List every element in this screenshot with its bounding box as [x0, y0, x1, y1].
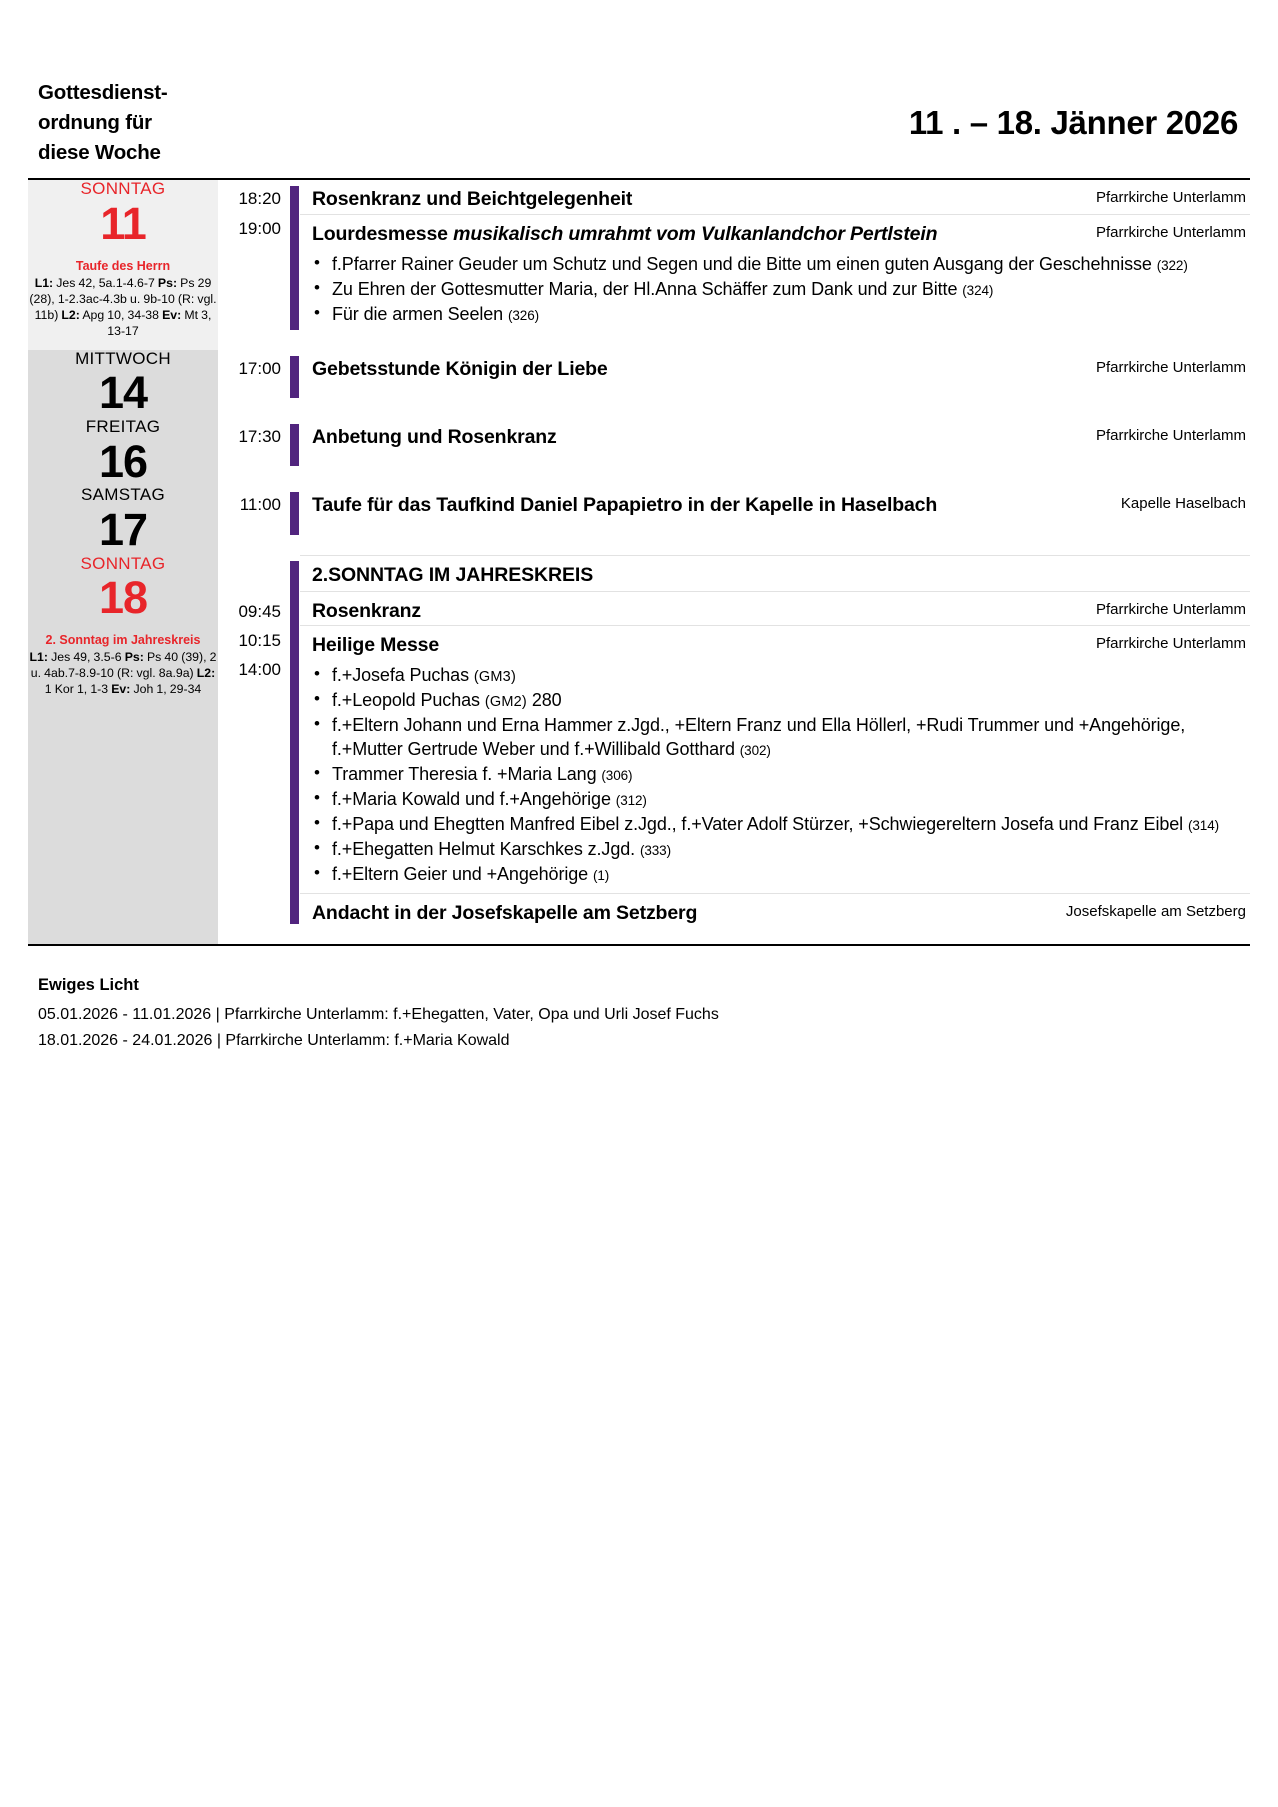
intention-item: • f.+Josefa Puchas (GM3) [312, 664, 1250, 688]
masthead-line-1: Gottesdienst- [38, 81, 168, 104]
time-column [218, 555, 290, 945]
event-title: Rosenkranz [312, 599, 422, 622]
day-cell-16 [28, 418, 218, 486]
footer-line: 18.01.2026 - 24.01.2026 | Pfarrkirche Unterlamm: f.+Maria Kowald [38, 1031, 510, 1049]
accent-bar [290, 424, 299, 466]
event-row [300, 180, 1250, 214]
intention-item: • f.+Papa und Ehegtten Manfred Eibel z.Jgd., f.+Vater Adolf Stürzer, +Schwiegereltern Josefa und Franz Eibel (314) [312, 813, 1250, 837]
event-row [300, 486, 1250, 520]
accent-bar [290, 492, 299, 534]
day-row [28, 180, 1250, 349]
accent-bar-column [290, 350, 300, 418]
time-column [218, 486, 290, 554]
intention-item: • f.+Ehegatten Helmut Karschkes z.Jgd. (333) [312, 838, 1250, 862]
day-name: SONNTAG [80, 553, 166, 573]
intention-item: • f.Pfarrer Rainer Geuder um Schutz und Segen und die Bitte um einen guten Ausgang der Geschehnisse (322) [312, 253, 1250, 277]
event-location: Pfarrkirche Unterlamm [1095, 358, 1246, 376]
page-header [28, 0, 1250, 178]
event-row [300, 591, 1250, 626]
day-name: SONNTAG [80, 179, 166, 199]
event-title: Andacht in der Josefskapelle am Setzberg [312, 902, 698, 925]
section-heading: 2.SONNTAG IM JAHRESKREIS [300, 555, 1250, 591]
day-cell-11 [28, 180, 218, 349]
day-row [28, 350, 1250, 418]
event-location: Pfarrkirche Unterlamm [1095, 426, 1246, 444]
day-name: FREITAG [85, 416, 161, 436]
event-row [300, 350, 1250, 384]
schedule-table [28, 180, 1250, 944]
intention-item: • Für die armen Seelen (326) [312, 303, 1250, 327]
footer-line: 05.01.2026 - 11.01.2026 | Pfarrkirche Unterlamm: f.+Ehegatten, Vater, Opa und Urli Josef Fuchs [38, 1005, 719, 1023]
event-location: Pfarrkirche Unterlamm [1095, 224, 1246, 242]
event-time: 14:00 [238, 660, 281, 680]
event-time: 10:15 [238, 630, 281, 650]
masthead-line-3: diese Woche [38, 141, 161, 165]
liturgical-readings: L1: Jes 49, 3.5-6 Ps: Ps 40 (39), 2 u. 4ab.7-8.9-10 (R: vgl. 8a.9a) L2: 1 Kor 1, 1-3 Ev: Joh 1, 29-34 [29, 650, 217, 697]
day-cell-18 [28, 555, 218, 945]
time-column [218, 350, 290, 418]
event-title: Heilige Messe [312, 634, 440, 657]
feast-name: 2. Sonntag im Jahreskreis [45, 632, 201, 647]
accent-bar [290, 356, 299, 398]
accent-bar-column [290, 180, 300, 349]
intention-item: • Zu Ehren der Gottesmutter Maria, der Hl.Anna Schäffer zum Dank und zur Bitte (324) [312, 278, 1250, 302]
event-location: Josefskapelle am Setzberg [1065, 903, 1246, 921]
accent-bar-column [290, 418, 300, 486]
events-column [300, 418, 1250, 486]
intention-item: • f.+Maria Kowald und f.+Angehörige (312) [312, 788, 1250, 812]
accent-bar-column [290, 555, 300, 945]
time-column [218, 180, 290, 349]
day-row [28, 555, 1250, 945]
day-number: 18 [98, 572, 148, 624]
event-row [300, 214, 1250, 249]
intention-item: • f.+Eltern Geier und +Angehörige (1) [312, 863, 1250, 887]
schedule-body [28, 180, 1250, 944]
day-number: 16 [98, 435, 148, 487]
footer-lines [38, 1002, 1250, 1054]
event-time: 18:20 [238, 189, 281, 209]
event-time: 19:00 [238, 218, 281, 238]
event-row [300, 893, 1250, 928]
day-row [28, 486, 1250, 554]
day-name: MITTWOCH [75, 348, 171, 368]
event-title: Rosenkranz und Beichtgelegenheit [312, 188, 633, 211]
events-column [300, 486, 1250, 554]
day-cell-14 [28, 350, 218, 418]
event-title: Taufe für das Taufkind Daniel Papapietro in der Kapelle in Haselbach [312, 494, 938, 517]
event-time: 17:30 [238, 426, 281, 446]
day-row [28, 418, 1250, 486]
events-column [300, 555, 1250, 945]
event-title: Gebetsstunde Königin der Liebe [312, 357, 608, 380]
intention-item: • Trammer Theresia f. +Maria Lang (306) [312, 763, 1250, 787]
events-column [300, 350, 1250, 418]
intention-item: • f.+Eltern Johann und Erna Hammer z.Jgd., +Eltern Franz und Ella Höllerl, +Rudi Trummer und +Angehörige, f.+Mutter Gertrude Weber und f.+Willibald Gotthard (302) [312, 714, 1250, 762]
event-time: 09:45 [238, 601, 281, 621]
day-name: SAMSTAG [81, 485, 165, 505]
masthead-line-2: ordnung für [38, 111, 152, 135]
masthead-title [28, 78, 258, 168]
day-number: 14 [98, 367, 148, 419]
accent-bar [290, 561, 299, 925]
events-column [300, 180, 1250, 349]
intention-item: • f.+Leopold Puchas (GM2) 280 [312, 689, 1250, 713]
date-range: 11 . – 18. Jänner 2026 [908, 104, 1238, 141]
footer-title: Ewiges Licht [38, 976, 139, 995]
eternal-light-footer [28, 946, 1250, 1054]
event-row [300, 625, 1250, 660]
accent-bar [290, 186, 299, 329]
day-number: 11 [100, 198, 146, 250]
day-cell-17 [28, 486, 218, 554]
mass-intentions [300, 249, 1250, 334]
event-title: Lourdesmesse musikalisch umrahmt vom Vulkanlandchor Pertlstein [312, 223, 938, 246]
feast-name: Taufe des Herrn [75, 258, 171, 273]
event-location: Pfarrkirche Unterlamm [1095, 189, 1246, 207]
mass-intentions [300, 660, 1250, 893]
event-location: Kapelle Haselbach [1120, 495, 1246, 513]
event-title: Anbetung und Rosenkranz [312, 425, 557, 448]
event-location: Pfarrkirche Unterlamm [1095, 635, 1246, 653]
accent-bar-column [290, 486, 300, 554]
liturgical-readings: L1: Jes 42, 5a.1-4.6-7 Ps: Ps 29 (28), 1-2.3ac-4.3b u. 9b-10 (R: vgl. 11b) L2: Apg 10, 34-38 Ev: Mt 3, 13-17 [29, 276, 217, 339]
event-time: 11:00 [239, 495, 281, 515]
day-number: 17 [98, 503, 148, 555]
time-column [218, 418, 290, 486]
event-row [300, 418, 1250, 452]
event-time: 17:00 [238, 358, 281, 378]
event-location: Pfarrkirche Unterlamm [1095, 600, 1246, 618]
